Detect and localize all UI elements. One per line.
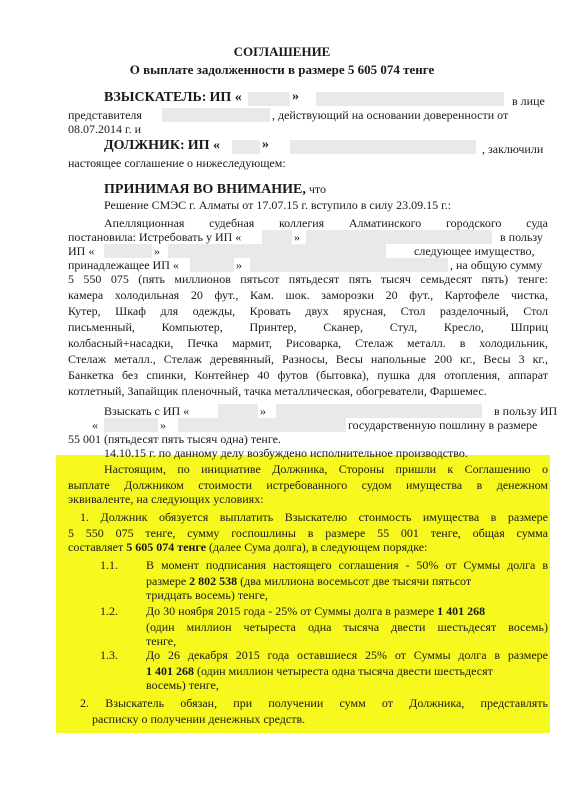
- document-subtitle: О выплате задолженности в размере 5 605 074 тенге: [129, 62, 435, 77]
- subpoint-1-2-line-3: тенге,: [146, 634, 177, 648]
- plaintiff-tail: в лице: [512, 94, 545, 108]
- debtor-label: ДОЛЖНИК:: [104, 138, 185, 153]
- subpoint-1-2-line-2: (один миллион четыреста одна тысяча двести шестьдесят восемь): [146, 620, 548, 634]
- point-1-text-tail: (далее Сума долга), в следующем порядке:: [206, 540, 428, 554]
- agreement-intro-3: эквиваленте, на следующих условиях:: [68, 492, 264, 506]
- redacted-name: [190, 258, 234, 272]
- plaintiff-line-2b: , действующий на основании доверенности от: [272, 108, 509, 122]
- appeal-line-9: колбасный+насадки, Печка мармит, Рисоварка, Стелаж металл. в холодильник,: [68, 336, 548, 350]
- debtor-prefix: ИП «: [187, 138, 220, 153]
- collect-line-3: 55 001 (пятьдесят пять тысяч одна) тенге.: [68, 432, 281, 446]
- collect-line-4: 14.10.15 г. по данному делу возбуждено исполнительное производство.: [104, 446, 468, 460]
- considering-heading: [104, 182, 326, 197]
- subpoint-1-3-number: 1.3.: [100, 648, 118, 662]
- considering-label-tail: что: [305, 182, 326, 196]
- appeal-line-1: Апелляционная судебная коллегия Алматинского городского суда: [104, 216, 548, 230]
- plaintiff-close: »: [292, 89, 299, 104]
- document-title: СОГЛАШЕНИЕ: [233, 44, 331, 59]
- point-2-line-1: 2. Взыскатель обязан, при получении сумм от Должника, представлять: [80, 696, 548, 710]
- plaintiff-prefix: ИП «: [209, 90, 242, 105]
- redacted-name: [250, 258, 448, 272]
- redacted-name: [306, 230, 492, 244]
- redacted-name: [276, 404, 482, 418]
- redacted-name: [248, 92, 290, 106]
- point-1-line-2: 5 550 075 тенге, сумму госпошлины в размере 55 001 тенге, общая сумма: [68, 526, 548, 540]
- subpoint-1-1-number: 1.1.: [100, 558, 118, 572]
- agreement-intro-1: Настоящим, по инициативе Должника, Стороны пришли к Соглашению о: [104, 462, 548, 476]
- appeal-line-4b: »: [236, 258, 242, 272]
- collect-line-2a: «: [92, 418, 98, 432]
- redacted-name: [104, 244, 152, 258]
- point-1-text: составляет: [68, 540, 127, 554]
- redacted-name: [316, 92, 504, 106]
- amount-1: 2 802 538: [189, 574, 238, 588]
- appeal-line-12: котлетный, Запайщик пленочный, тачка металлическая, обогреватели, Фаршемес.: [68, 384, 487, 398]
- appeal-line-6: камера холодильная 20 фут., Кам. шок. заморозки 20 фут., Картофеле чистка,: [68, 288, 548, 302]
- redacted-name: [232, 140, 260, 154]
- appeal-line-2b: »: [294, 230, 300, 244]
- subpoint-text: размере: [146, 574, 190, 588]
- collect-line-1b: »: [260, 404, 266, 418]
- appeal-line-8: письменный, Компьютер, Принтер, Сканер, Стул, Кресло, Шприц: [68, 320, 548, 334]
- redacted-name: [178, 418, 346, 432]
- subpoint-1-1-line-1: В момент подписания настоящего соглашения - 50% от Суммы долга в: [146, 558, 548, 572]
- subpoint-1-2-line-1: [146, 604, 485, 618]
- appeal-line-11: Банкетка без спинки, Контейнер 40 футов (бытовка), пушка для отопления, аппарат: [68, 368, 548, 382]
- appeal-line-5: 5 550 075 (пять миллионов пятьсот пятьдесят пять тысяч семьдесят пять) тенге:: [68, 272, 548, 286]
- redacted-name: [162, 108, 270, 122]
- point-2-line-2: расписку о получении денежных средств.: [92, 712, 306, 726]
- debtor-line-2: настоящее соглашение о нижеследующем:: [68, 156, 286, 170]
- agreement-intro-2: выплате Должником стоимости истребованного судом имущества в денежном: [68, 478, 548, 492]
- collect-line-2c: государственную пошлину в размере: [348, 418, 538, 432]
- considering-label: ПРИНИМАЯ ВО ВНИМАНИЕ,: [104, 182, 306, 197]
- appeal-line-3c: следующее имущество,: [414, 244, 535, 258]
- appeal-line-3a: ИП «: [68, 244, 95, 258]
- decision-line: Решение СМЭС г. Алматы от 17.07.15 г. вступило в силу 23.09.15 г.:: [104, 198, 452, 212]
- debtor-line-1: [104, 138, 220, 153]
- subpoint-1-3-line-2: [146, 664, 493, 678]
- subpoint-1-1-line-2: [146, 574, 471, 588]
- plaintiff-line-1: [104, 90, 242, 105]
- appeal-line-7: Кутер, Шкаф для одежды, Кровать двух ярусная, Стол разделочный, Стол: [68, 304, 548, 318]
- subpoint-1-1-line-3: тридцать восемь) тенге,: [146, 588, 268, 602]
- amount-2: 1 401 268: [437, 604, 486, 618]
- appeal-line-4a: принадлежащее ИП «: [68, 258, 179, 272]
- appeal-line-2c: в пользу: [500, 230, 543, 244]
- plaintiff-line-3: 08.07.2014 г. и: [68, 122, 141, 136]
- subpoint-1-3-line-1: До 26 декабря 2015 года оставшиеся 25% от Суммы долга в размере: [146, 648, 548, 662]
- subpoint-text: До 30 ноября 2015 года - 25% от Суммы долга в размере: [146, 604, 438, 618]
- collect-line-2b: »: [160, 418, 166, 432]
- plaintiff-label: ВЗЫСКАТЕЛЬ:: [104, 90, 207, 105]
- total-amount: 5 605 074 тенге: [126, 540, 207, 554]
- point-1-line-3: [68, 540, 427, 554]
- subpoint-text-tail: (два миллиона восемьсот две тысячи пятьсот: [237, 574, 472, 588]
- redacted-name: [168, 244, 386, 258]
- redacted-name: [290, 140, 476, 154]
- appeal-line-4c: , на общую сумму: [450, 258, 543, 272]
- debtor-tail: , заключили: [482, 142, 544, 156]
- point-1-line-1: 1. Должник обязуется выплатить Взыскателю стоимость имущества в размере: [80, 510, 548, 524]
- appeal-line-2a: постановила: Истребовать у ИП «: [68, 230, 242, 244]
- subpoint-text-tail: (один миллион четыреста одна тысяча двести шестьдесят: [194, 664, 493, 678]
- subpoint-1-2-number: 1.2.: [100, 604, 118, 618]
- appeal-line-3b: »: [154, 244, 160, 258]
- debtor-close: »: [262, 137, 269, 152]
- amount-3: 1 401 268: [146, 664, 194, 678]
- redacted-name: [104, 418, 158, 432]
- redacted-name: [218, 404, 258, 418]
- subpoint-1-3-line-3: восемь) тенге,: [146, 678, 219, 692]
- collect-line-1a: Взыскать с ИП «: [104, 404, 190, 418]
- appeal-line-10: Стелаж металл., Стелаж деревянный, Разносы, Весы напольные 200 кг., Весы 3 кг.,: [68, 352, 548, 366]
- collect-line-1c: в пользу ИП: [494, 404, 558, 418]
- redacted-name: [262, 230, 292, 244]
- plaintiff-line-2a: представителя: [68, 108, 142, 122]
